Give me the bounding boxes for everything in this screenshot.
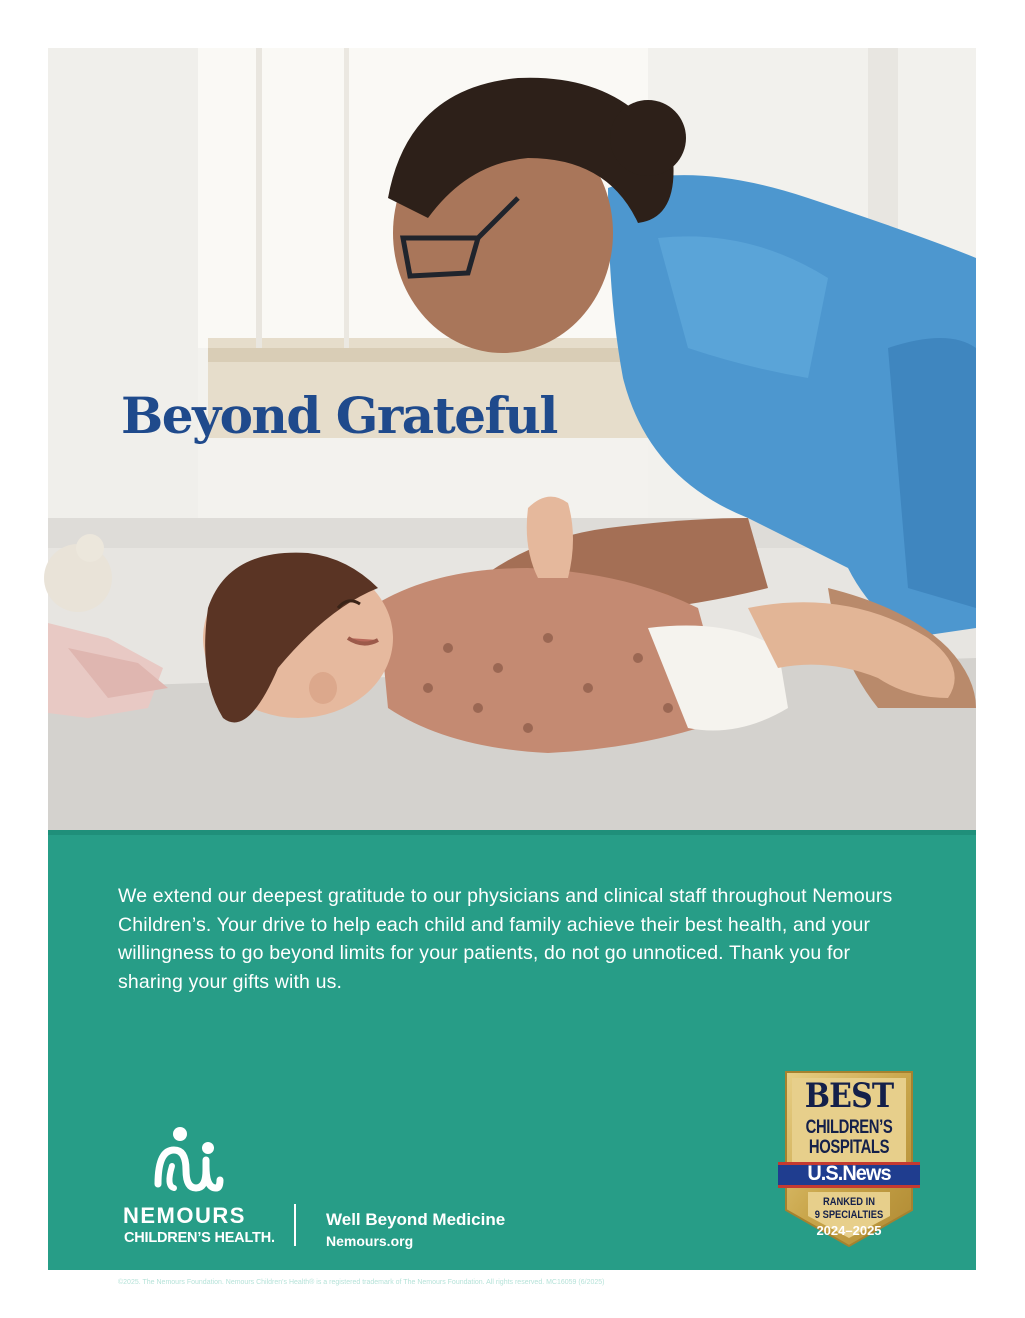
brand-divider bbox=[294, 1204, 296, 1246]
advertisement bbox=[48, 48, 976, 1286]
badge-specialties: 9 SPECIALTIES bbox=[814, 1209, 884, 1221]
badge-ranked: RANKED IN bbox=[823, 1196, 875, 1208]
brand-name: NEMOURS bbox=[123, 1203, 246, 1228]
badge-years: 2024–2025 bbox=[816, 1223, 882, 1238]
nemours-figures-icon bbox=[152, 1126, 224, 1194]
hero-photo bbox=[48, 48, 976, 830]
info-panel bbox=[48, 830, 976, 1286]
badge-publisher: U.S.News bbox=[807, 1162, 891, 1185]
badge-hospitals: HOSPITALS bbox=[808, 1137, 890, 1158]
website-link[interactable]: Nemours.org bbox=[326, 1233, 414, 1249]
panel-top-border bbox=[48, 830, 976, 835]
badge-best: BEST bbox=[804, 1076, 894, 1116]
brand-tagline: Well Beyond Medicine bbox=[326, 1210, 506, 1229]
brand-subname: CHILDREN’S HEALTH. bbox=[124, 1230, 275, 1246]
us-news-badge bbox=[778, 1070, 920, 1250]
headline: Beyond Grateful bbox=[121, 386, 557, 445]
legal-notice: ©2025. The Nemours Foundation. Nemours Children's Health® is a registered trademark of The Nemours Foundation. All rights reserved. MC16059 (6/2025) bbox=[118, 1279, 605, 1286]
badge-childrens: CHILDREN’S bbox=[805, 1117, 893, 1138]
gratitude-message: We extend our deepest gratitude to our physicians and clinical staff throughout Nemours Children’s. Your drive to help each child and family achieve their best health, and your willingness to go beyond limits for your patients, do not go unnoticed. Thank you for sharing your gifts with us. bbox=[118, 885, 893, 993]
